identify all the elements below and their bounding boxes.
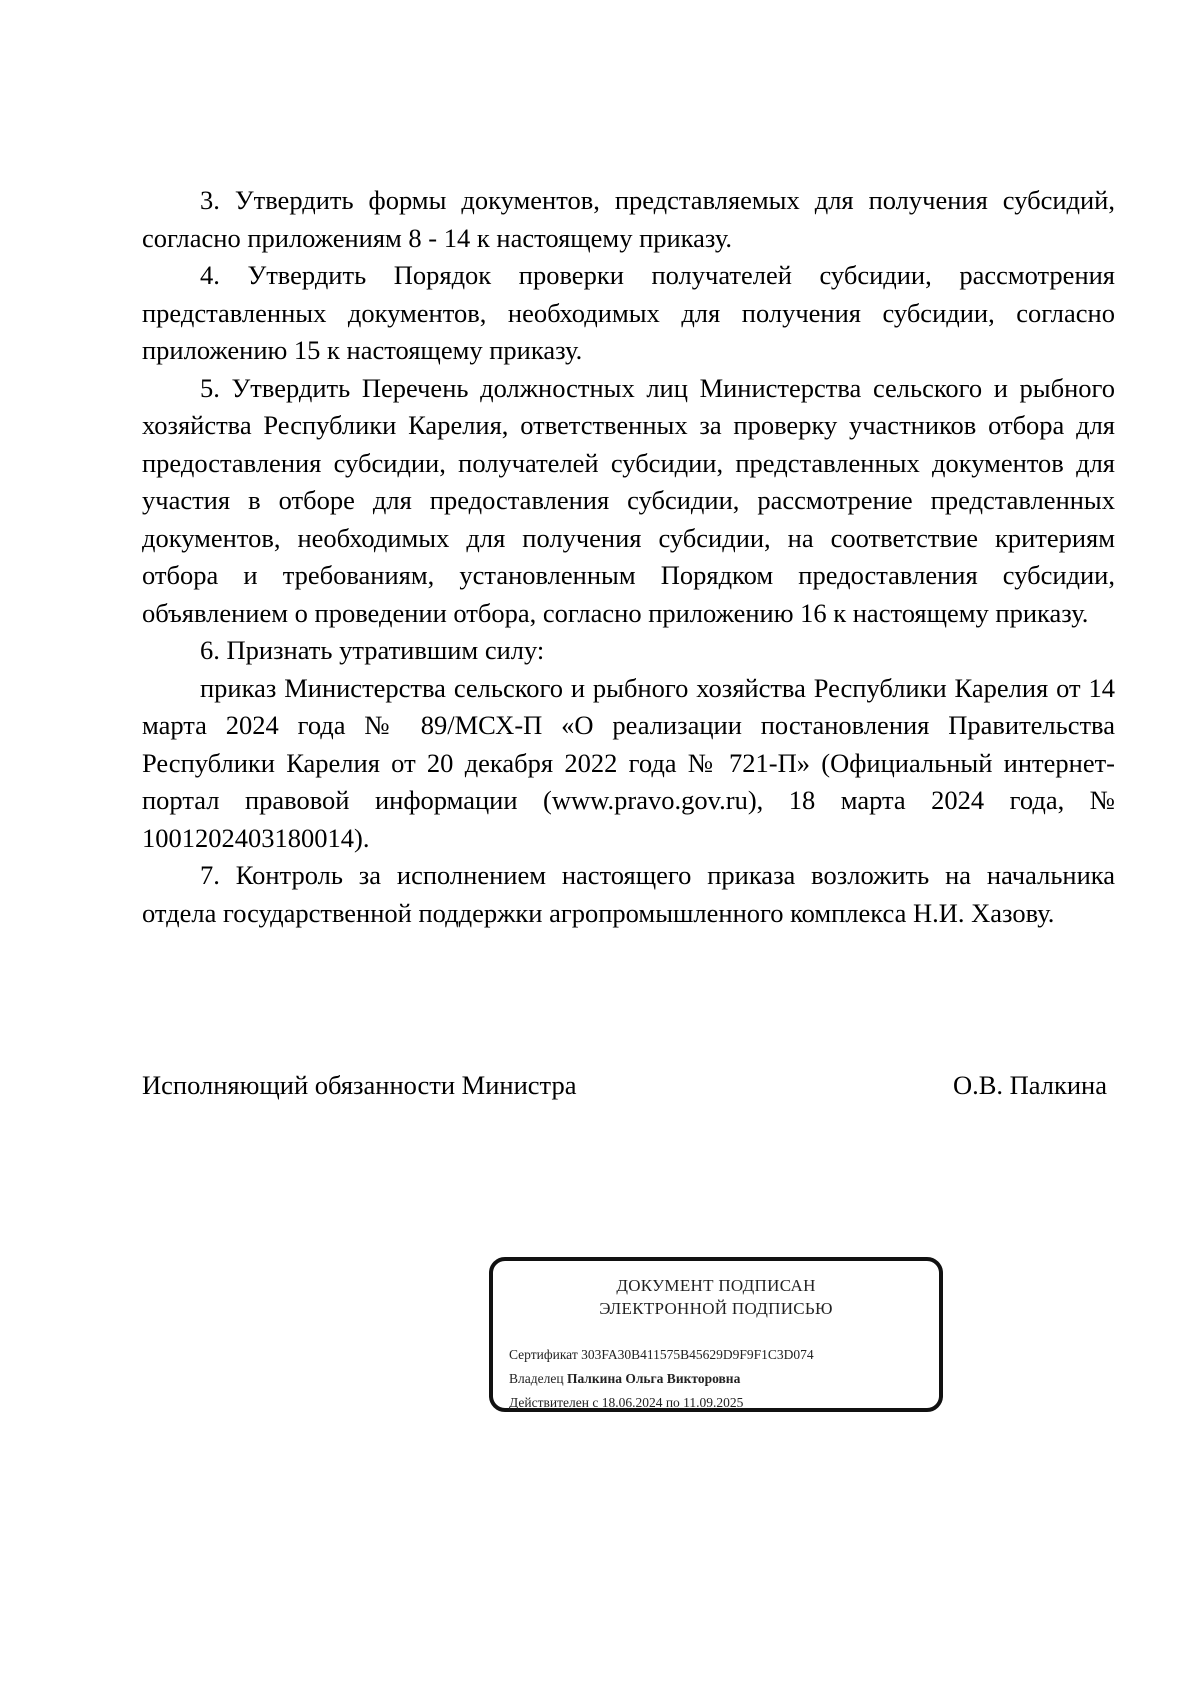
valid-from-label: с bbox=[592, 1395, 599, 1410]
paragraph-3: 3. Утвердить формы документов, представляемых для получения субсидий, согласно приложениям 8 - 14 к настоящему приказу. bbox=[142, 185, 1115, 253]
paragraph-5: 5. Утвердить Перечень должностных лиц Министерства сельского и рыбного хозяйства Республики Карелия, ответственных за проверку участников отбора для предоставления субсидии, получателей субсидии, представленных документов для участия в отборе для предоставления субсидии, рассмотрение представленных документов, необходимых для получения субсидии, на соответствие критериям отбора и требованиям, установленным Порядком предоставления субсидии, объявлением о проведении отбора, согласно приложению 16 к настоящему приказу. bbox=[142, 372, 1115, 628]
valid-from-date: 18.06.2024 bbox=[601, 1395, 663, 1410]
stamp-title bbox=[493, 1274, 939, 1320]
valid-label: Действителен bbox=[509, 1395, 589, 1410]
certificate-label: Сертификат bbox=[509, 1347, 578, 1362]
owner-value: Палкина Ольга Викторовна bbox=[566, 1371, 741, 1386]
stamp-details bbox=[509, 1343, 814, 1415]
stamp-owner-line bbox=[509, 1367, 814, 1391]
paragraph-6-item: приказ Министерства сельского и рыбного хозяйства Республики Карелия от 14 марта 2024 года № 89/МСХ-П «О реализации постановления Правительства Республики Карелия от 20 декабря 2022 года № 721-П» (Официальный интернет-портал правовой информации (www.pravo.gov.ru), 18 марта 2024 года, № 1001202403180014). bbox=[142, 672, 1115, 853]
certificate-value: 303FA30B411575B45629D9F9F1C3D074 bbox=[581, 1347, 814, 1362]
signature-block bbox=[142, 1067, 1115, 1104]
electronic-signature-stamp bbox=[489, 1257, 943, 1412]
stamp-title-line-1: ДОКУМЕНТ ПОДПИСАН bbox=[616, 1276, 816, 1295]
order-body bbox=[142, 182, 1115, 932]
paragraph-7: 7. Контроль за исполнением настоящего приказа возложить на начальника отдела государственной поддержки агропромышленного комплекса Н.И. Хазову. bbox=[142, 860, 1115, 928]
stamp-title-line-2: ЭЛЕКТРОННОЙ ПОДПИСЬЮ bbox=[599, 1299, 833, 1318]
signer-name: О.В. Палкина bbox=[952, 1070, 1107, 1100]
stamp-certificate-line bbox=[509, 1343, 814, 1367]
stamp-validity-line bbox=[509, 1391, 814, 1415]
owner-label: Владелец bbox=[509, 1371, 564, 1386]
signer-position: Исполняющий обязанности Министра bbox=[142, 1070, 577, 1100]
paragraph-6: 6. Признать утратившим силу: bbox=[200, 635, 545, 665]
paragraph-4: 4. Утвердить Порядок проверки получателей субсидии, рассмотрения представленных документов, необходимых для получения субсидии, согласно приложению 15 к настоящему приказу. bbox=[142, 260, 1115, 365]
valid-to-label: по bbox=[665, 1395, 680, 1410]
valid-to-date: 11.09.2025 bbox=[683, 1395, 744, 1410]
